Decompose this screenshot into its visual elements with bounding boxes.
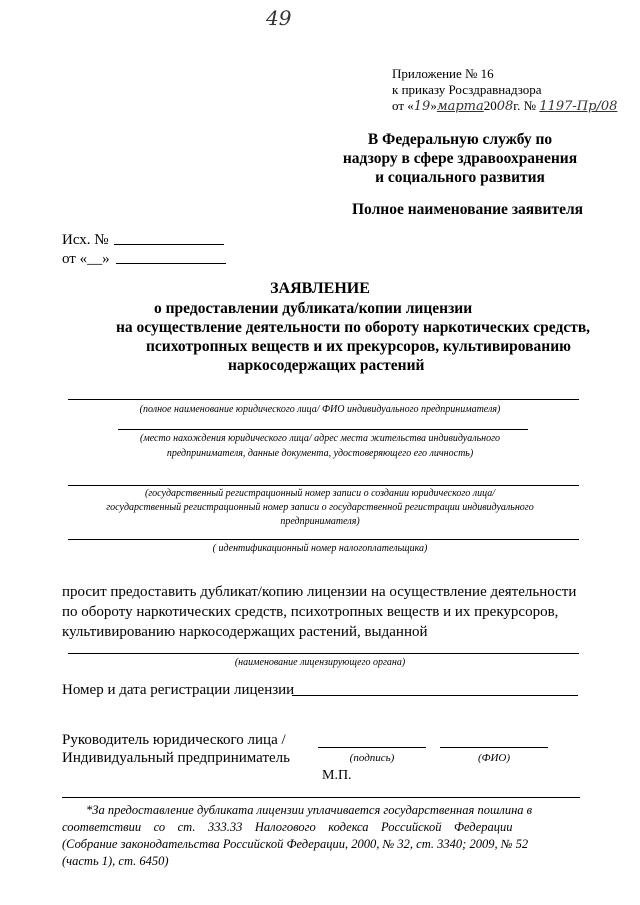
date-mid: » <box>430 98 437 113</box>
body-line3: культивированию наркосодержащих растений, выданной <box>62 624 428 640</box>
date-year-handwritten: 08 <box>496 99 514 114</box>
footnote-line4: (часть 1), ст. 6450) <box>62 854 169 868</box>
footnote-line2: соответствии со ст. 333.33 Налогового кодекса Российской Федерации <box>62 820 513 834</box>
licensing-authority-line[interactable] <box>68 652 579 654</box>
title-line3: психотропных веществ и их прекурсоров, культивированию <box>146 338 571 355</box>
caption-address-1: (место нахождения юридического лица/ адрес места жительства индивидуального <box>139 433 501 444</box>
date-month-handwritten: марта <box>436 99 484 114</box>
footnote-line3: (Собрание законодательства Российской Федерации, 2000, № 32, ст. 3340; 2009, № 52 <box>62 837 529 851</box>
order-number-handwritten: 1197-Пр/08 <box>539 99 618 114</box>
footnote-divider <box>62 796 580 798</box>
footnote-line1: *За предоставление дубликата лицензии уплачивается государственная пошлина в <box>86 803 533 817</box>
title-line4: наркосодержащих растений <box>228 357 425 374</box>
caption-signature: (подпись) <box>349 752 395 764</box>
body-line1: просит предоставить дубликат/копию лицензии на осуществление деятельности <box>62 584 577 600</box>
caption-registration-3: предпринимателя) <box>280 516 360 527</box>
body-line2: по обороту наркотических средств, психотропных веществ и их прекурсоров, <box>62 604 559 620</box>
caption-address-2: предпринимателя, данные документа, удостоверяющего его личность) <box>166 448 474 459</box>
stamp-place: М.П. <box>322 768 352 783</box>
registration-number-line[interactable] <box>68 484 579 486</box>
date-year-prefix: 20 <box>483 98 497 113</box>
applicant-name-line[interactable] <box>68 398 579 400</box>
caption-registration-2: государственный регистрационный номер записи о государственной регистрации индивидуального <box>106 502 534 513</box>
date-day-handwritten: 19 <box>413 99 431 114</box>
footnote <box>62 802 582 870</box>
outgoing-date-label: от «__» <box>62 251 110 267</box>
addressee-line2: надзору в сфере здравоохранения <box>342 150 578 167</box>
date-prefix: от « <box>392 98 414 113</box>
license-registration-label: Номер и дата регистрации лицензии <box>62 682 295 698</box>
license-registration-line[interactable] <box>292 681 578 696</box>
caption-registration-1: (государственный регистрационный номер записи о создании юридического лица/ <box>144 488 496 499</box>
tax-id-line[interactable] <box>68 538 579 540</box>
outgoing-number-line[interactable] <box>114 230 224 245</box>
head-line2: Индивидуальный предприниматель <box>62 750 290 766</box>
title-line2: на осуществление деятельности по обороту наркотических средств, <box>116 319 591 336</box>
addressee-line3: и социального развития <box>375 169 545 186</box>
signature-line[interactable] <box>318 746 426 748</box>
appendix-line2: к приказу Росздравнадзора <box>392 82 542 97</box>
addressee-line1: В Федеральную службу по <box>367 131 553 148</box>
caption-licensing-authority: (наименование лицензирующего органа) <box>234 657 406 668</box>
caption-fio: (ФИО) <box>477 752 511 764</box>
appendix-line1: Приложение № 16 <box>392 66 494 81</box>
head-line1: Руководитель юридического лица / <box>62 732 286 748</box>
applicant-full-name-label: Полное наименование заявителя <box>352 201 584 218</box>
fio-line[interactable] <box>440 746 548 748</box>
caption-applicant-name: (полное наименование юридического лица/ ФИО индивидуального предпринимателя) <box>139 404 501 415</box>
appendix-date-line <box>392 98 617 114</box>
order-number-label: г. № <box>513 98 537 113</box>
title-line1: о предоставлении дубликата/копии лицензии <box>154 300 473 317</box>
document-title: ЗАЯВЛЕНИЕ <box>270 280 370 297</box>
outgoing-date-line[interactable] <box>116 249 226 264</box>
outgoing-number-label: Исх. № <box>62 232 109 248</box>
address-line[interactable] <box>118 428 528 430</box>
caption-tax-id: ( идентификационный номер налогоплательщика) <box>212 543 428 554</box>
handwritten-page-number: 49 <box>266 6 292 30</box>
